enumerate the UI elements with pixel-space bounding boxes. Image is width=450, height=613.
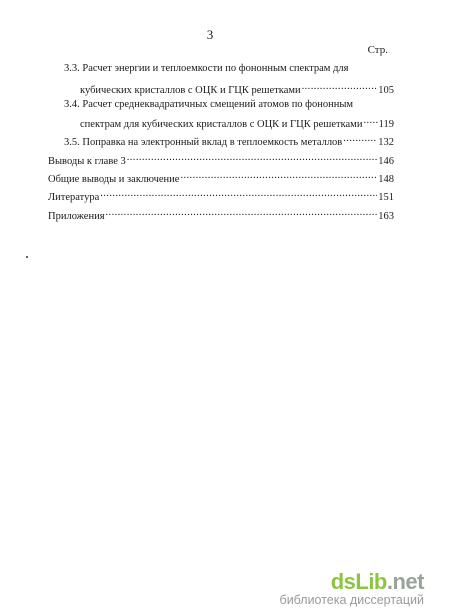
- toc-entry-page: 132: [378, 137, 394, 148]
- toc-entry-page: 105: [378, 85, 394, 96]
- dot-leader: [100, 187, 377, 200]
- dot-leader: [343, 132, 377, 145]
- scan-speck: [26, 256, 28, 258]
- page-column-header: Стр.: [367, 44, 388, 56]
- watermark-logo-main: dsLib: [330, 569, 387, 594]
- page-number: 3: [206, 27, 214, 42]
- watermark-logo: [280, 570, 424, 594]
- watermark: [280, 570, 424, 607]
- toc-entry-page: 146: [378, 156, 394, 167]
- toc-entry-3-4: [80, 114, 394, 131]
- toc-entry-chapter3-conclusions: [48, 151, 394, 168]
- toc-entry-general-conclusions: [48, 169, 394, 186]
- toc-entry-page: 119: [378, 119, 394, 130]
- toc-entry-3-4-line1: 3.4. Расчет среднеквадратичных смещений атомов по фононным: [64, 99, 354, 110]
- toc-entry-title: Выводы к главе 3: [48, 156, 126, 167]
- dot-leader: [180, 169, 377, 182]
- watermark-logo-suffix: .net: [386, 569, 424, 594]
- toc-entry-appendices: [48, 206, 394, 223]
- toc-entry-title: кубических кристаллов с ОЦК и ГЦК решетками: [80, 85, 301, 96]
- toc-entry-references: [48, 187, 394, 204]
- dot-leader: [127, 151, 378, 164]
- toc-entry-page: 151: [378, 192, 394, 203]
- watermark-subtitle: библиотека диссертаций: [279, 593, 424, 607]
- toc-entry-3-5: [64, 132, 394, 149]
- toc-entry-page: 148: [378, 174, 394, 185]
- toc-entry-title: спектрам для кубических кристаллов с ОЦК и ГЦК решетками: [80, 119, 363, 130]
- dot-leader: [363, 114, 377, 127]
- toc-entry-3-3-line1: 3.3. Расчет энергии и теплоемкости по фононным спектрам для: [64, 63, 349, 74]
- toc-entry-page: 163: [378, 211, 394, 222]
- toc-entry-3-3: [80, 80, 394, 97]
- toc-entry-title: Приложения: [48, 211, 105, 222]
- toc-entry-title: 3.5. Поправка на электронный вклад в теплоемкость металлов: [64, 137, 343, 148]
- dot-leader: [106, 206, 378, 219]
- toc-entry-title: Литература: [48, 192, 100, 203]
- toc-entry-title: Общие выводы и заключение: [48, 174, 180, 185]
- dot-leader: [302, 80, 378, 93]
